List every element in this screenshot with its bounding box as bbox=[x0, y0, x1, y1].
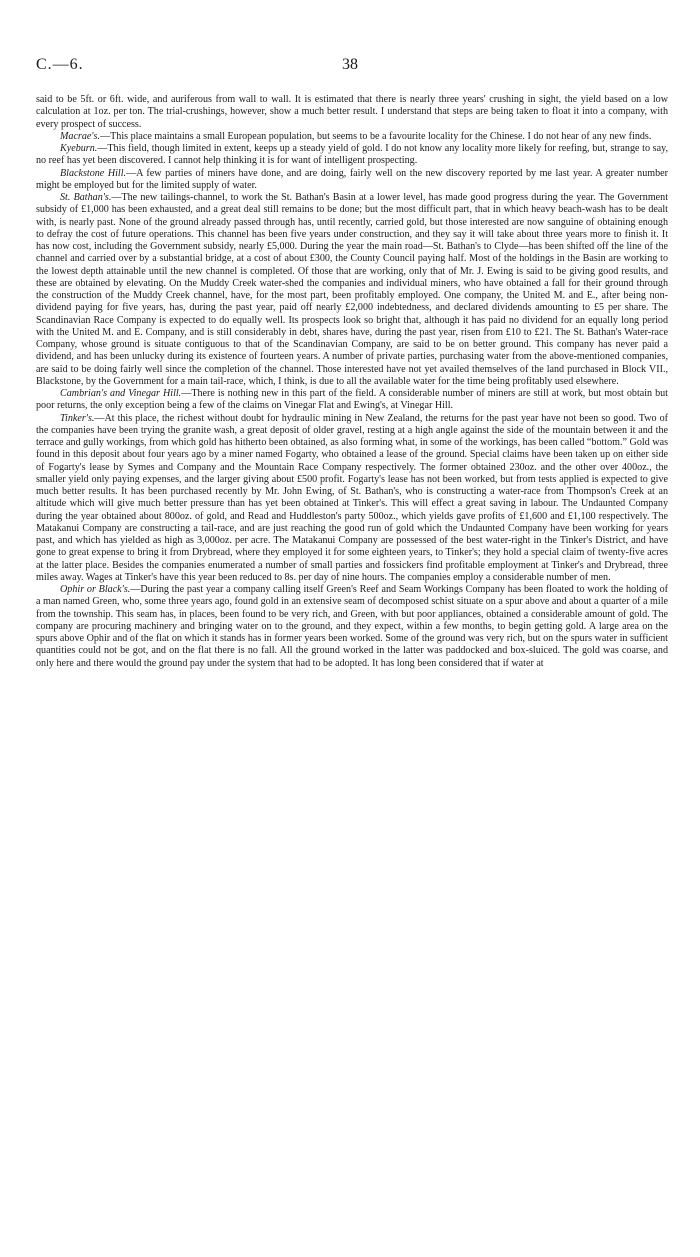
paragraph-text: —There is nothing new in this part of the field. A considerable number of miners are still at work, but most obtain but poor returns, the only exception being a few of the claims on Vinegar Flat and Ewing's, at Vinegar Hill. bbox=[36, 388, 668, 412]
paragraph-tinkers bbox=[36, 413, 668, 585]
place-name: Macrae's. bbox=[60, 130, 101, 142]
paragraph-cambrians-vinegar-hill bbox=[36, 388, 668, 413]
place-name: Blackstone Hill. bbox=[60, 167, 127, 179]
paragraph-macraes bbox=[36, 131, 668, 143]
paragraph-text: —This field, though limited in extent, keeps up a steady yield of gold. I do not know any locality more likely for reefing, but, strange to say, no reef has yet been discovered. I cannot help thinking it is for want of intelligent prospecting. bbox=[36, 143, 668, 167]
place-name: St. Bathan's. bbox=[60, 192, 112, 203]
report-body bbox=[36, 94, 668, 670]
place-name: Ophir or Black's. bbox=[60, 584, 131, 595]
document-reference: C.—6. bbox=[36, 56, 84, 73]
page-number: 38 bbox=[342, 56, 358, 73]
paragraph-st-bathans bbox=[36, 192, 668, 388]
paragraph-text: —During the past year a company calling itself Green's Reef and Seam Workings Company has been floated to work the holding of a man named Green, who, some three years ago, found gold in an extensive seam of decomposed schist situate on a spur above and about a quarter of a mile from the township. This seam has, in places, been found to be very rich, and Green, with but poor appliances, obtained a considerable amount of gold. The company are procuring machinery and bringing water on to the ground, and they expect, within a few months, to begin getting gold. A large area on the spurs above Ophir and of the flat on which it stands has in former years been worked. Some of the ground was very rich, but on the spurs water in sufficient quantities could not be got, and on the flat there is no fall. All the ground worked in the latter was paddocked and box-sluiced. The gold was coarse, and only here and there would the ground pay under the system that had to be adopted. It has long been considered that if water at bbox=[36, 584, 668, 669]
paragraph-text: —This place maintains a small European population, but seems to be a favourite locality for the Chinese. I do not hear of any new finds. bbox=[100, 130, 652, 142]
paragraph-text: —At this place, the richest without doubt for hydraulic mining in New Zealand, the returns for the past year have not been so good. Two of the companies have been trying the granite wash, a great deposit of older gravel, resting at a high angle against the side of the mountain between it and the terrace and gully workings, from which gold has hitherto been obtained, as also forming what, in some of the workings, has been called “bottom.” Gold was found in this deposit about four years ago by a miner named Fogarty, who obtained a lease of the ground. Special claims have been taken up on either side of Fogarty's lease by Symes and Company and the Mountain Race Company respectively. The former obtained 230oz. and the other over 400oz., the smaller yield only paying expenses, and the larger giving about £500 profit. Fogarty's lease has not been worked, but from tests applied is expected to give much better results. It has been purchased recently by Mr. John Ewing, of St. Bathan's, who is constructing a water-race from Thompson's Creek at an altitude which will give much better pressure than has yet been obtained at Tinker's. This will effect a great saving in labour. The Undaunted Company during the year obtained about 800oz. of gold, and Read and Huddleston's party 500oz., which yields gave profits of £1,600 and £1,100 respectively. The Matakanui Company are constructing a tail-race, and are just reaching the good run of gold which the Undaunted Company have been working for years past, and which has yielded as high as 3,000oz. per acre. The Matakanui Company are possessed of the best water-right in the Tinker's District, and have gone to great expense to bring it from Drybread, where they employed it for some eighteen years, to Tinker's; they hold a special claim of twenty-five acres at the latter place. Besides the companies enumerated a number of small parties and fossickers find profitable employment at Tinker's and Drybread, three miles away. Wages at Tinker's have this year been reduced to 8s. per day of nine hours. The companies employ a considerable number of men. bbox=[36, 412, 668, 583]
paragraph-continuation bbox=[36, 94, 668, 131]
paragraph-text: said to be 5ft. or 6ft. wide, and auriferous from wall to wall. It is estimated that there is nearly three years' crushing in sight, the yield based on a low calculation at 1oz. per ton. The trial-crushings, however, show a much better result. I understand that steps are being taken to float it into a company, with every prospect of success. bbox=[36, 94, 668, 130]
paragraph-text: —A few parties of miners have done, and are doing, fairly well on the new discovery reported by me last year. A greater number might be employed but for the limited supply of water. bbox=[36, 167, 668, 191]
paragraph-kyeburn bbox=[36, 143, 668, 168]
place-name: Kyeburn. bbox=[60, 143, 98, 154]
paragraph-text: —The new tailings-channel, to work the St. Bathan's Basin at a lower level, has made good progress during the year. The Government subsidy of £1,000 has been exhausted, and a great deal still remains to be done; but the most difficult part, that in which heavy beach-wash has to be dealt with, is nearly past. None of the ground already passed through has, until recently, carried gold, but those interested are now sanguine of obtaining enough to defray the cost of future operations. This channel has been five years under construction, and they say it will take about three years more to finish it. It has now cost, including the Government subsidy, nearly £5,000. During the year the main road—St. Bathan's to Clyde—has been shifted off the line of the channel and carried over by a substantial bridge, at a cost of about £300, the County Council paying half. Most of the holdings in the Basin are working to the lowest depth attainable until the new channel is completed. Of those that are working, only that of Mr. J. Ewing is said to be giving good results, and these are obtained by elevating. On the Muddy Creek water-shed the companies and individual miners, who have obtained a fall for their ground through the construction of the Muddy Creek channel, have, for the most part, been profitably employed. One company, the United M. and E., after being non-dividend paying for five years, has, during the past year, paid off nearly £2,000 indebtedness, and declared dividends amounting to £5 per share. The Scandinavian Race Company is expected to do equally well. Its prospects look so bright that, although it has paid no dividend for an equally long period with the United M. and E. Company, and is still considerably in debt, shares have, during the past year, risen from £10 to £21. The St. Bathan's Water-race Company, whose ground is situate contiguous to that of the Scandinavian Company, are said to be on better ground. This company has never paid a dividend, and has been unlucky during its existence of fourteen years. A number of private parties, purchasing water from the above-mentioned companies, are said to be doing fairly well since the completion of the channel. Those interested have not yet availed themselves of the land purchased in Block VII., Blackstone, by the Government for a main tail-race, which, I think, is due to all the available water for the time being profitably used elsewhere. bbox=[36, 192, 668, 387]
paragraph-ophir-blacks bbox=[36, 584, 668, 670]
page-header bbox=[0, 0, 700, 73]
place-name: Cambrian's and Vinegar Hill. bbox=[60, 388, 182, 399]
place-name: Tinker's. bbox=[60, 412, 95, 424]
paragraph-blackstone-hill bbox=[36, 168, 668, 193]
